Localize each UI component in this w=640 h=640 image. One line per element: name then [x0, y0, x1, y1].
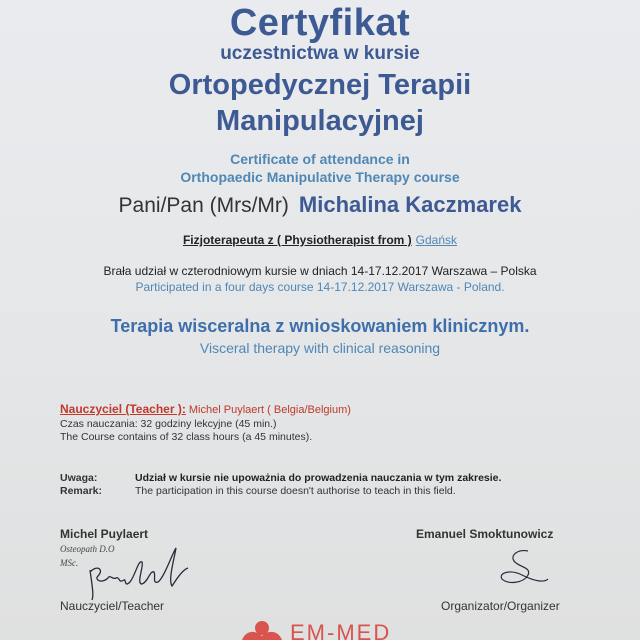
certificate-subtitle: uczestnictwa w kursie: [220, 43, 420, 64]
course-name-line1: Ortopedycznej Terapii: [168, 69, 472, 101]
english-title-line2: Orthopaedic Manipulative Therapy course: [180, 169, 460, 185]
participation-polish: Brała udział w czterodniowym kursie w dniach 14-17.12.2017 Warszawa – Polska: [103, 264, 537, 278]
profession-row: [0, 233, 640, 247]
organizer-signature: [488, 545, 558, 601]
teacher-signature-name: Michel Puylaert: [60, 527, 149, 541]
teacher-name: Michel Puylaert ( Belgia/Belgium): [188, 404, 351, 416]
participant-name: Michalina Kaczmarek: [298, 192, 522, 217]
teacher-signature-title2: MSc.: [60, 558, 79, 568]
profession-label: Fizjoterapeuta z ( Physiotherapist from ): [182, 233, 412, 247]
hours-polish: Czas nauczania: 32 godziny lekcyjne (45 min.): [60, 418, 277, 430]
hours-english: The Course contains of 32 class hours (a 45 minutes).: [60, 431, 313, 443]
course-name-line2: Manipulacyjnej: [216, 105, 424, 137]
em-med-logo: [236, 618, 406, 640]
remark-text: The participation in this course doesn't authorise to teach in this field.: [135, 485, 456, 497]
teacher-label: Nauczyciel (Teacher ):: [60, 402, 186, 416]
participation-english: Participated in a four days course 14-17.12.2017 Warszawa - Poland.: [135, 280, 505, 294]
organizer-signature-role: Organizator/Organizer: [441, 599, 560, 613]
participant-city: Gdańsk: [415, 233, 458, 247]
uwaga-text: Udział w kursie nie upoważnia do prowadzenia nauczania w tym zakresie.: [135, 472, 502, 484]
certificate-title: Certyfikat: [229, 2, 411, 44]
participant-prefix: Pani/Pan (Mrs/Mr): [118, 194, 289, 217]
organizer-signature-name: Emanuel Smoktunowicz: [416, 527, 554, 541]
teacher-row: [60, 402, 351, 416]
uwaga-label: Uwaga:: [60, 472, 98, 484]
remark-label: Remark:: [60, 485, 103, 497]
english-title-line1: Certificate of attendance in: [230, 151, 410, 167]
logo-text: EM-MED: [290, 620, 392, 640]
topic-polish: Terapia wisceralna z wnioskowaniem klinicznym.: [110, 316, 530, 336]
teacher-signature-role: Nauczyciel/Teacher: [60, 599, 165, 613]
participant-row: [0, 192, 640, 218]
teacher-signature-title1: Osteopath D.O: [60, 544, 115, 554]
topic-english: Visceral therapy with clinical reasoning: [199, 340, 441, 356]
teacher-signature: [80, 540, 200, 602]
